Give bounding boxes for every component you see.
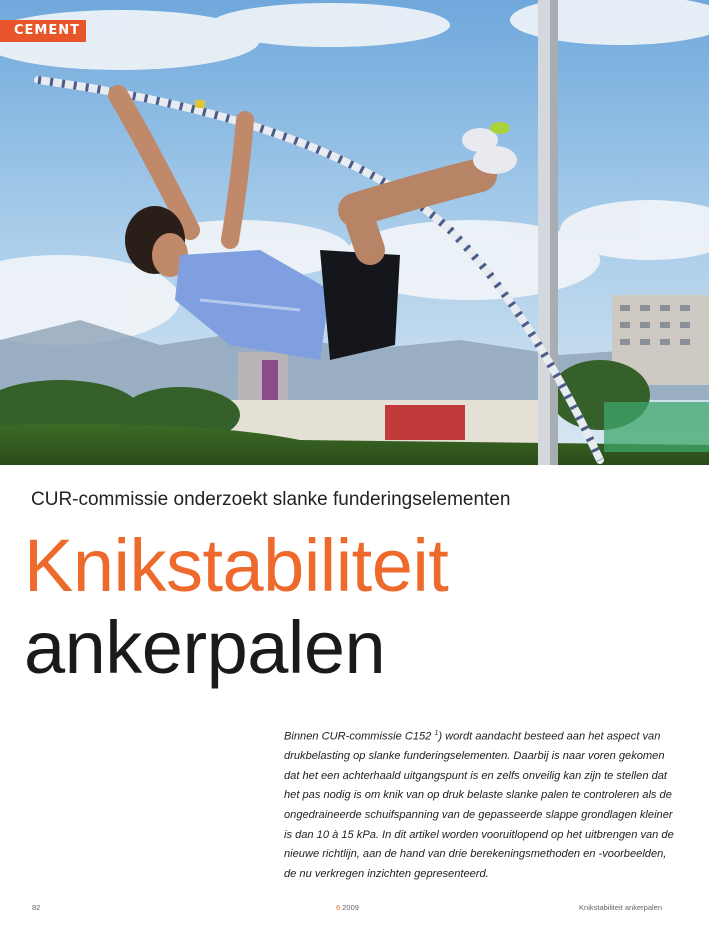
- fence: [604, 402, 709, 452]
- issue-number: 6: [336, 903, 341, 912]
- intro-text-start: Binnen CUR-commissie C152: [284, 730, 435, 743]
- article-title-line-2: ankerpalen: [24, 606, 386, 689]
- issue-label: [336, 903, 359, 912]
- pole-vaulter-photo: [0, 0, 709, 465]
- issue-year: 2009: [342, 903, 359, 912]
- upright-shadow: [550, 0, 558, 465]
- running-title: Knikstabiliteit ankerpalen: [579, 903, 662, 912]
- article-title-line-1: Knikstabiliteit: [24, 524, 449, 607]
- page-number: 82: [32, 903, 41, 912]
- pole-grip-band: [194, 99, 205, 108]
- intro-text-rest: ) wordt aandacht besteed aan het aspect van drukbelasting op slanke funderingselementen. Daarbij is naar voren gekomen dat het een achterhaald uitgangspunt is en zelfs onveilig kan zijn te stellen dat het pas nodig is om knik van op druk belaste slanke palen te controleren als de ongedraineerde schuifspanning van de gepasseerde slappe grondlagen kleiner is dan 10 à 15 kPa. In dit artikel worden vooruitlopend op het uitbrengen van de nieuwe richtlijn, aan de hand van drie berekeningsmethoden en -voorbeelden, de nu verkregen inzichten gepresenteerd.: [284, 730, 674, 880]
- page-footer: [0, 903, 709, 917]
- article-intro: [284, 724, 674, 884]
- magazine-logo: CEMENT: [0, 20, 86, 42]
- article-kicker: CUR-commissie onderzoekt slanke funderingselementen: [31, 489, 511, 510]
- hero-photo: [0, 0, 709, 465]
- footnote-mark: 1: [434, 730, 439, 737]
